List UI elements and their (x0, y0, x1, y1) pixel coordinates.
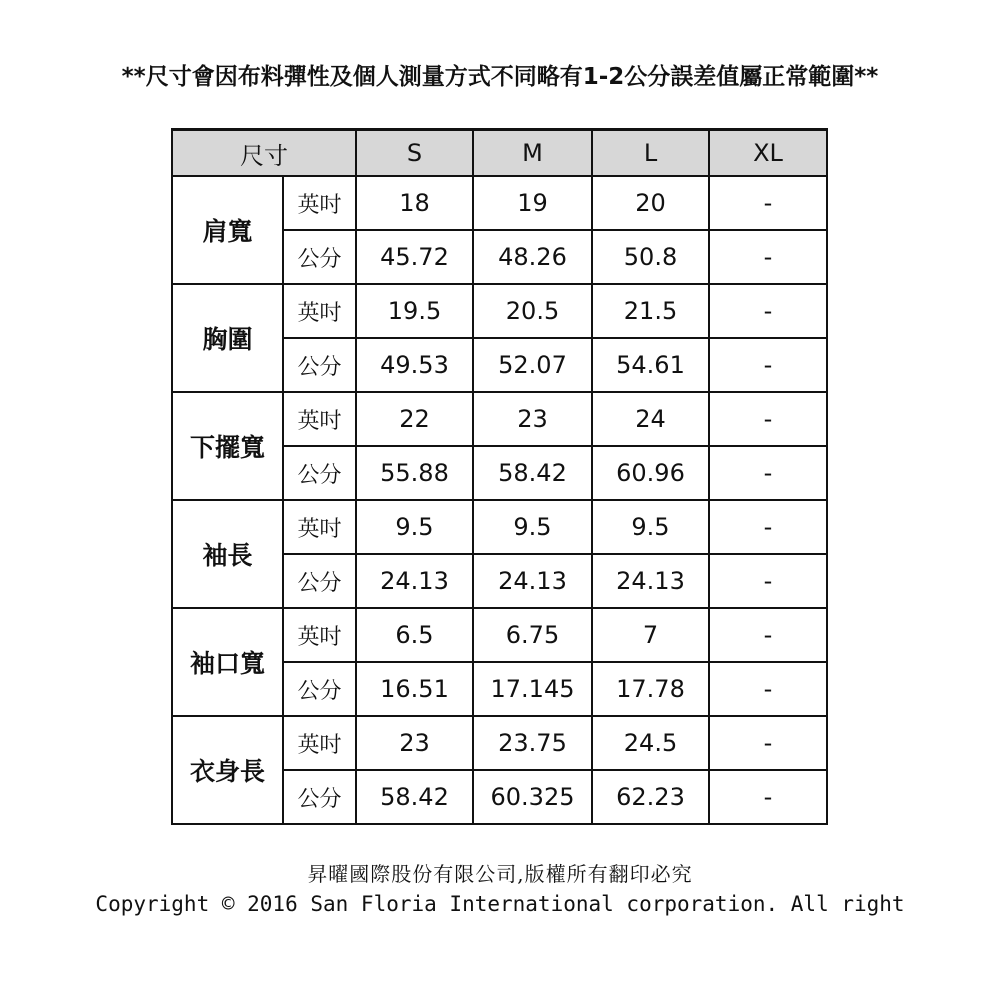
company-rights-notice: 昇曜國際股份有限公司,版權所有翻印必究 (307, 862, 693, 886)
table-row (172, 392, 827, 446)
value-cell-l: 24.13 (592, 554, 709, 608)
value-cell-m: 19 (473, 176, 592, 230)
measurement-notice: **尺寸會因布料彈性及個人測量方式不同略有1-2公分誤差值屬正常範圍** (121, 64, 879, 90)
unit-cm-label: 公分 (283, 662, 356, 716)
value-cell-l: 62.23 (592, 770, 709, 824)
measurement-label: 肩寬 (172, 176, 283, 284)
value-cell-m: 23.75 (473, 716, 592, 770)
table-row (172, 284, 827, 338)
size-header-m: M (473, 130, 592, 177)
value-cell-m: 24.13 (473, 554, 592, 608)
measurement-label: 下擺寬 (172, 392, 283, 500)
value-cell-m: 9.5 (473, 500, 592, 554)
measurement-label: 衣身長 (172, 716, 283, 824)
value-cell-xl: - (709, 338, 827, 392)
table-row (172, 176, 827, 230)
value-cell-m: 58.42 (473, 446, 592, 500)
unit-inch-label: 英吋 (283, 608, 356, 662)
value-cell-l: 17.78 (592, 662, 709, 716)
unit-cm-label: 公分 (283, 770, 356, 824)
size-chart-table (171, 128, 828, 825)
measurement-label: 胸圍 (172, 284, 283, 392)
table-row (172, 716, 827, 770)
value-cell-s: 18 (356, 176, 473, 230)
value-cell-l: 50.8 (592, 230, 709, 284)
value-cell-xl: - (709, 608, 827, 662)
table-row (172, 608, 827, 662)
size-header-xl: XL (709, 130, 827, 177)
value-cell-s: 6.5 (356, 608, 473, 662)
value-cell-xl: - (709, 554, 827, 608)
value-cell-m: 60.325 (473, 770, 592, 824)
value-cell-xl: - (709, 770, 827, 824)
value-cell-xl: - (709, 662, 827, 716)
value-cell-s: 23 (356, 716, 473, 770)
unit-cm-label: 公分 (283, 446, 356, 500)
unit-cm-label: 公分 (283, 554, 356, 608)
size-header-l: L (592, 130, 709, 177)
value-cell-m: 20.5 (473, 284, 592, 338)
value-cell-xl: - (709, 284, 827, 338)
value-cell-s: 24.13 (356, 554, 473, 608)
value-cell-l: 9.5 (592, 500, 709, 554)
value-cell-s: 9.5 (356, 500, 473, 554)
value-cell-l: 24 (592, 392, 709, 446)
value-cell-xl: - (709, 176, 827, 230)
value-cell-m: 17.145 (473, 662, 592, 716)
value-cell-s: 49.53 (356, 338, 473, 392)
table-row (172, 500, 827, 554)
measurement-label: 袖長 (172, 500, 283, 608)
value-cell-m: 6.75 (473, 608, 592, 662)
value-cell-xl: - (709, 446, 827, 500)
value-cell-s: 45.72 (356, 230, 473, 284)
value-cell-xl: - (709, 716, 827, 770)
value-cell-xl: - (709, 230, 827, 284)
value-cell-m: 23 (473, 392, 592, 446)
unit-inch-label: 英吋 (283, 716, 356, 770)
unit-inch-label: 英吋 (283, 392, 356, 446)
unit-inch-label: 英吋 (283, 284, 356, 338)
value-cell-s: 22 (356, 392, 473, 446)
copyright-notice: Copyright © 2016 San Floria International corporation. All right (95, 892, 905, 916)
value-cell-l: 60.96 (592, 446, 709, 500)
value-cell-s: 16.51 (356, 662, 473, 716)
value-cell-xl: - (709, 392, 827, 446)
size-header-row (172, 130, 827, 177)
value-cell-s: 55.88 (356, 446, 473, 500)
unit-cm-label: 公分 (283, 230, 356, 284)
unit-cm-label: 公分 (283, 338, 356, 392)
size-table-body (172, 176, 827, 824)
value-cell-l: 54.61 (592, 338, 709, 392)
unit-inch-label: 英吋 (283, 500, 356, 554)
measurement-label: 袖口寬 (172, 608, 283, 716)
value-cell-l: 20 (592, 176, 709, 230)
value-cell-xl: - (709, 500, 827, 554)
unit-inch-label: 英吋 (283, 176, 356, 230)
value-cell-m: 48.26 (473, 230, 592, 284)
value-cell-s: 19.5 (356, 284, 473, 338)
value-cell-l: 21.5 (592, 284, 709, 338)
value-cell-s: 58.42 (356, 770, 473, 824)
value-cell-l: 24.5 (592, 716, 709, 770)
value-cell-m: 52.07 (473, 338, 592, 392)
value-cell-l: 7 (592, 608, 709, 662)
size-header-label: 尺寸 (172, 130, 356, 177)
size-header-s: S (356, 130, 473, 177)
